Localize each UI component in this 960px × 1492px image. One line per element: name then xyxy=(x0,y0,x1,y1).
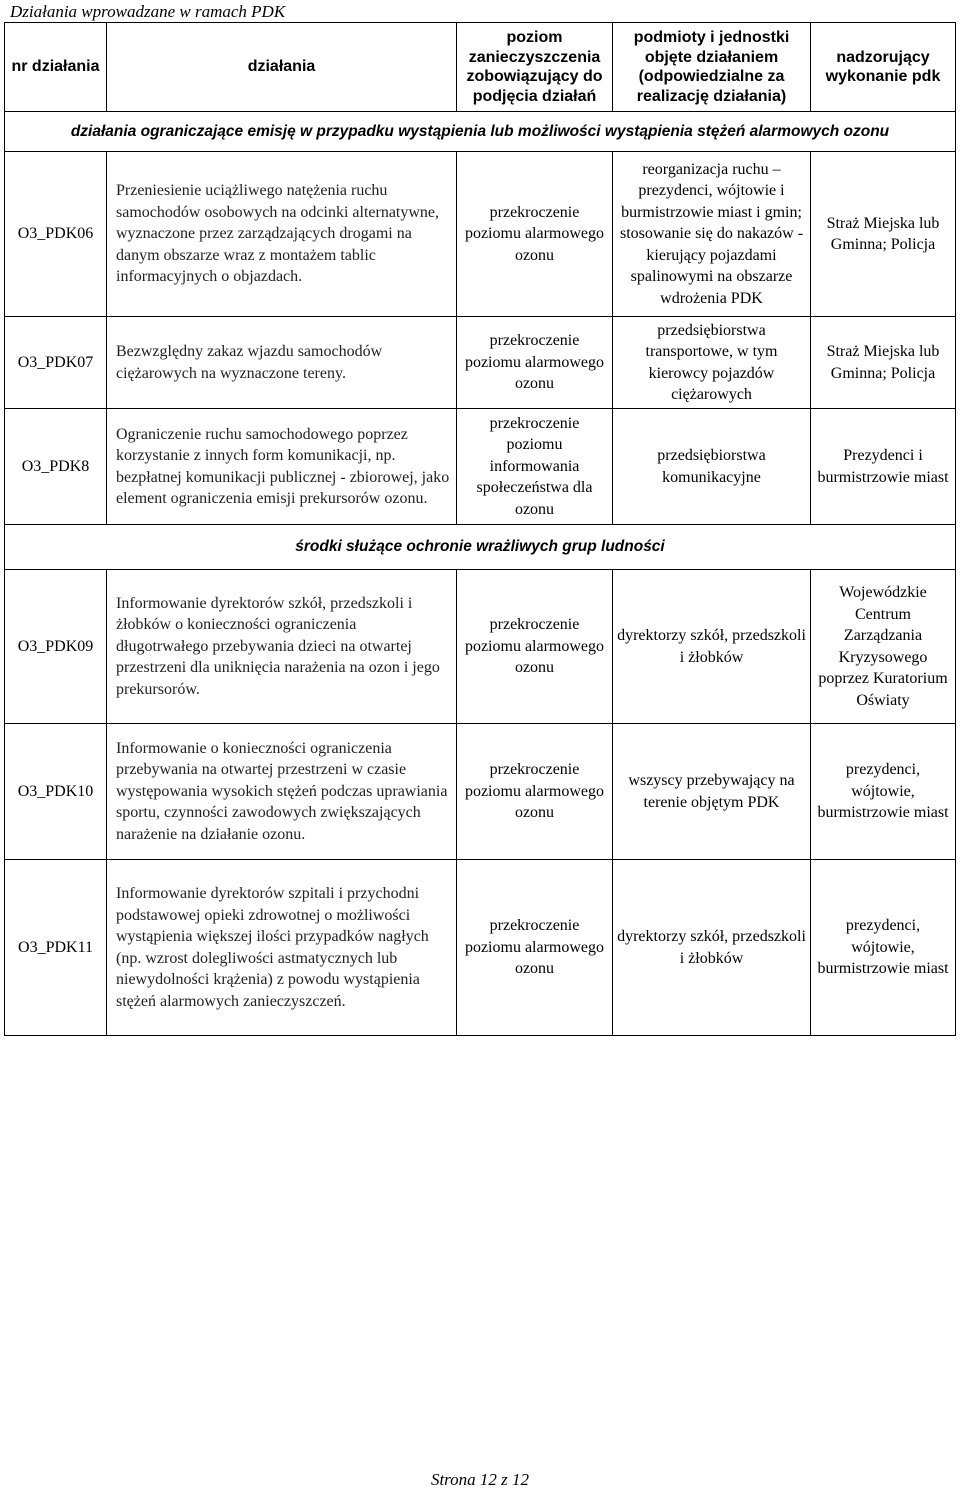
section-heading-vulnerable: środki służące ochronie wrażliwych grup ludności xyxy=(5,525,956,570)
row-level: przekroczenie poziomu alarmowego ozonu xyxy=(457,860,613,1036)
pdk-actions-table xyxy=(4,22,956,1036)
row-level: przekroczenie poziomu alarmowego ozonu xyxy=(457,570,613,724)
table-row xyxy=(5,409,956,525)
row-action: Przeniesienie uciążliwego natężenia ruchu samochodów osobowych na odcinki alternatywne, wyznaczone przez zarządzających drogami na danym obszarze wraz z montażem tablic informacyjnych o objazdach. xyxy=(107,152,457,317)
page-footer: Strona 12 z 12 xyxy=(430,1470,530,1489)
row-nr: O3_PDK11 xyxy=(5,860,107,1036)
row-nr: O3_PDK06 xyxy=(5,152,107,317)
table-row xyxy=(5,724,956,860)
row-level: przekroczenie poziomu alarmowego ozonu xyxy=(457,152,613,317)
table-row xyxy=(5,317,956,409)
row-nr: O3_PDK07 xyxy=(5,317,107,409)
page-section-title: Działania wprowadzane w ramach PDK xyxy=(10,2,286,21)
header-nr: nr działania xyxy=(5,23,107,112)
table-row xyxy=(5,570,956,724)
row-supervisor: Prezydenci i burmistrzowie miast xyxy=(811,409,956,525)
row-supervisor: prezydenci, wójtowie, burmistrzowie miast xyxy=(811,860,956,1036)
row-level: przekroczenie poziomu alarmowego ozonu xyxy=(457,317,613,409)
row-supervisor: Straż Miejska lub Gminna; Policja xyxy=(811,317,956,409)
row-action: Bezwzględny zakaz wjazdu samochodów ciężarowych na wyznaczone tereny. xyxy=(107,317,457,409)
row-supervisor: prezydenci, wójtowie, burmistrzowie miast xyxy=(811,724,956,860)
row-entities: przedsiębiorstwa transportowe, w tym kierowcy pojazdów ciężarowych xyxy=(613,317,811,409)
row-supervisor: Straż Miejska lub Gminna; Policja xyxy=(811,152,956,317)
row-entities: wszyscy przebywający na terenie objętym PDK xyxy=(613,724,811,860)
table-row xyxy=(5,152,956,317)
header-level: poziom zanieczyszczenia zobowiązujący do podjęcia działań xyxy=(457,23,613,112)
section-heading-row xyxy=(5,112,956,152)
row-action: Informowanie o konieczności ograniczenia przebywania na otwartej przestrzeni w czasie występowania wysokich stężeń podczas uprawiania sportu, czynności zawodowych zwiększających narażenie na działanie ozonu. xyxy=(107,724,457,860)
section-heading-row xyxy=(5,525,956,570)
header-entities: podmioty i jednostki objęte działaniem (odpowiedzialne za realizację działania) xyxy=(613,23,811,112)
row-entities: reorganizacja ruchu – prezydenci, wójtowie i burmistrzowie miast i gmin; stosowanie się do nakazów - kierujący pojazdami spalinowymi na obszarze wdrożenia PDK xyxy=(613,152,811,317)
header-action: działania xyxy=(107,23,457,112)
row-action: Informowanie dyrektorów szkół, przedszkoli i żłobków o konieczności ograniczenia długotrwałego przebywania dzieci na otwartej przestrzeni dla uniknięcia narażenia na ozon i jego prekursorów. xyxy=(107,570,457,724)
row-nr: O3_PDK8 xyxy=(5,409,107,525)
row-nr: O3_PDK09 xyxy=(5,570,107,724)
row-entities: dyrektorzy szkół, przedszkoli i żłobków xyxy=(613,860,811,1036)
section-heading-emission: działania ograniczające emisję w przypadku wystąpienia lub możliwości wystąpienia stężeń alarmowych ozonu xyxy=(5,112,956,152)
row-entities: dyrektorzy szkół, przedszkoli i żłobków xyxy=(613,570,811,724)
row-level: przekroczenie poziomu alarmowego ozonu xyxy=(457,724,613,860)
row-action: Informowanie dyrektorów szpitali i przychodni podstawowej opieki zdrowotnej o możliwości wystąpienia większej ilości przypadków nagłych (np. wzrost dolegliwości astmatycznych lub niewydolności krążenia) z powodu wystąpienia stężeń alarmowych zanieczyszczeń. xyxy=(107,860,457,1036)
row-supervisor: Wojewódzkie Centrum Zarządzania Kryzysowego poprzez Kuratorium Oświaty xyxy=(811,570,956,724)
table-header-row xyxy=(5,23,956,112)
row-action: Ograniczenie ruchu samochodowego poprzez korzystanie z innych form komunikacji, np. bezpłatnej komunikacji publicznej - zbiorowej, jako element ograniczenia emisji prekursorów ozonu. xyxy=(107,409,457,525)
table-row xyxy=(5,860,956,1036)
row-level: przekroczenie poziomu informowania społeczeństwa dla ozonu xyxy=(457,409,613,525)
row-nr: O3_PDK10 xyxy=(5,724,107,860)
row-entities: przedsiębiorstwa komunikacyjne xyxy=(613,409,811,525)
header-supervisor: nadzorujący wykonanie pdk xyxy=(811,23,956,112)
